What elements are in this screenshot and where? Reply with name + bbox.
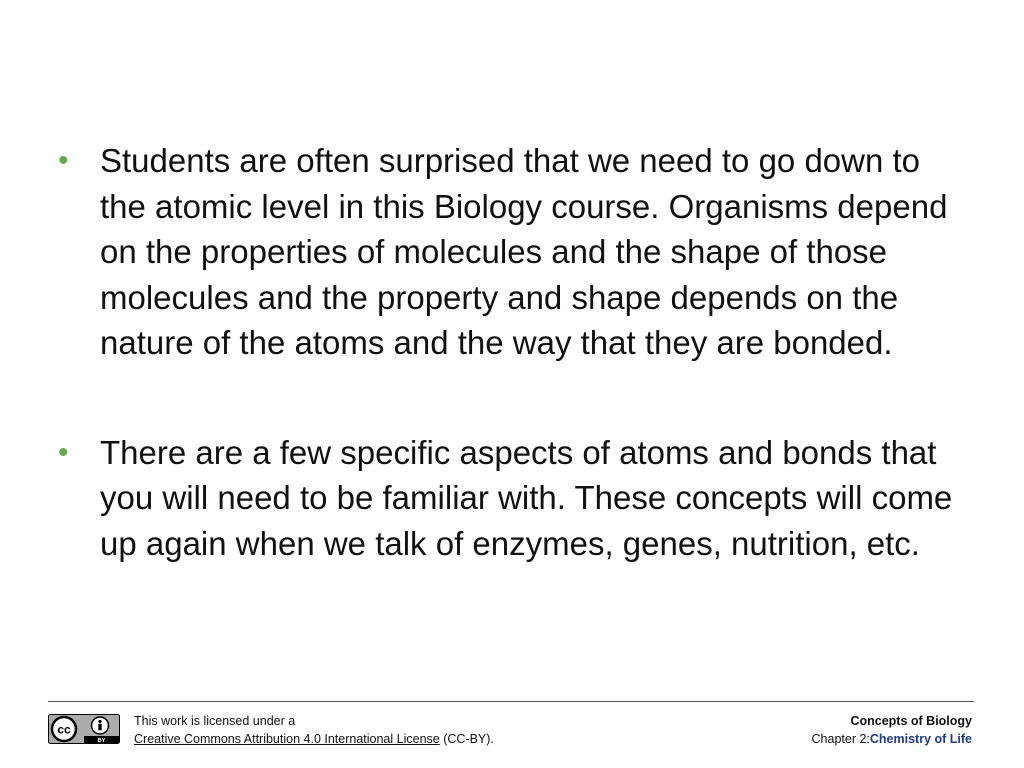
cc-by-license-icon[interactable] — [48, 714, 120, 744]
license-suffix: (CC-BY). — [439, 732, 494, 746]
by-label: BY — [97, 738, 106, 744]
chapter-prefix: Chapter 2: — [811, 732, 870, 746]
bullet-marker: • — [58, 144, 69, 177]
bullet-item — [58, 138, 958, 366]
course-info — [812, 712, 972, 748]
bullet-text: Students are often surprised that we need to go down to the atomic level in this Biology course. Organisms depend on the properties of molecules and the shape of those molecules and the property and shape depends on the nature of the atoms and the way that they are bonded. — [100, 142, 948, 361]
license-line-2 — [134, 730, 494, 748]
license-notice — [134, 712, 494, 748]
cc-label: cc — [57, 722, 71, 737]
footer-divider — [48, 701, 974, 702]
chapter-line — [812, 730, 972, 748]
license-link[interactable]: Creative Commons Attribution 4.0 International License — [134, 732, 440, 746]
bullet-marker: • — [58, 435, 69, 469]
bullet-item — [58, 430, 958, 567]
bullet-list — [58, 138, 958, 566]
chapter-name: Chemistry of Life — [869, 732, 972, 746]
bullet-text: There are a few specific aspects of atoms and bonds that you will need to be familiar with. These concepts will come up again when we talk of enzymes, genes, nutrition, etc. — [100, 433, 953, 562]
license-line: This work is licensed under a — [134, 714, 296, 728]
course-title: Concepts of Biology — [850, 714, 972, 728]
